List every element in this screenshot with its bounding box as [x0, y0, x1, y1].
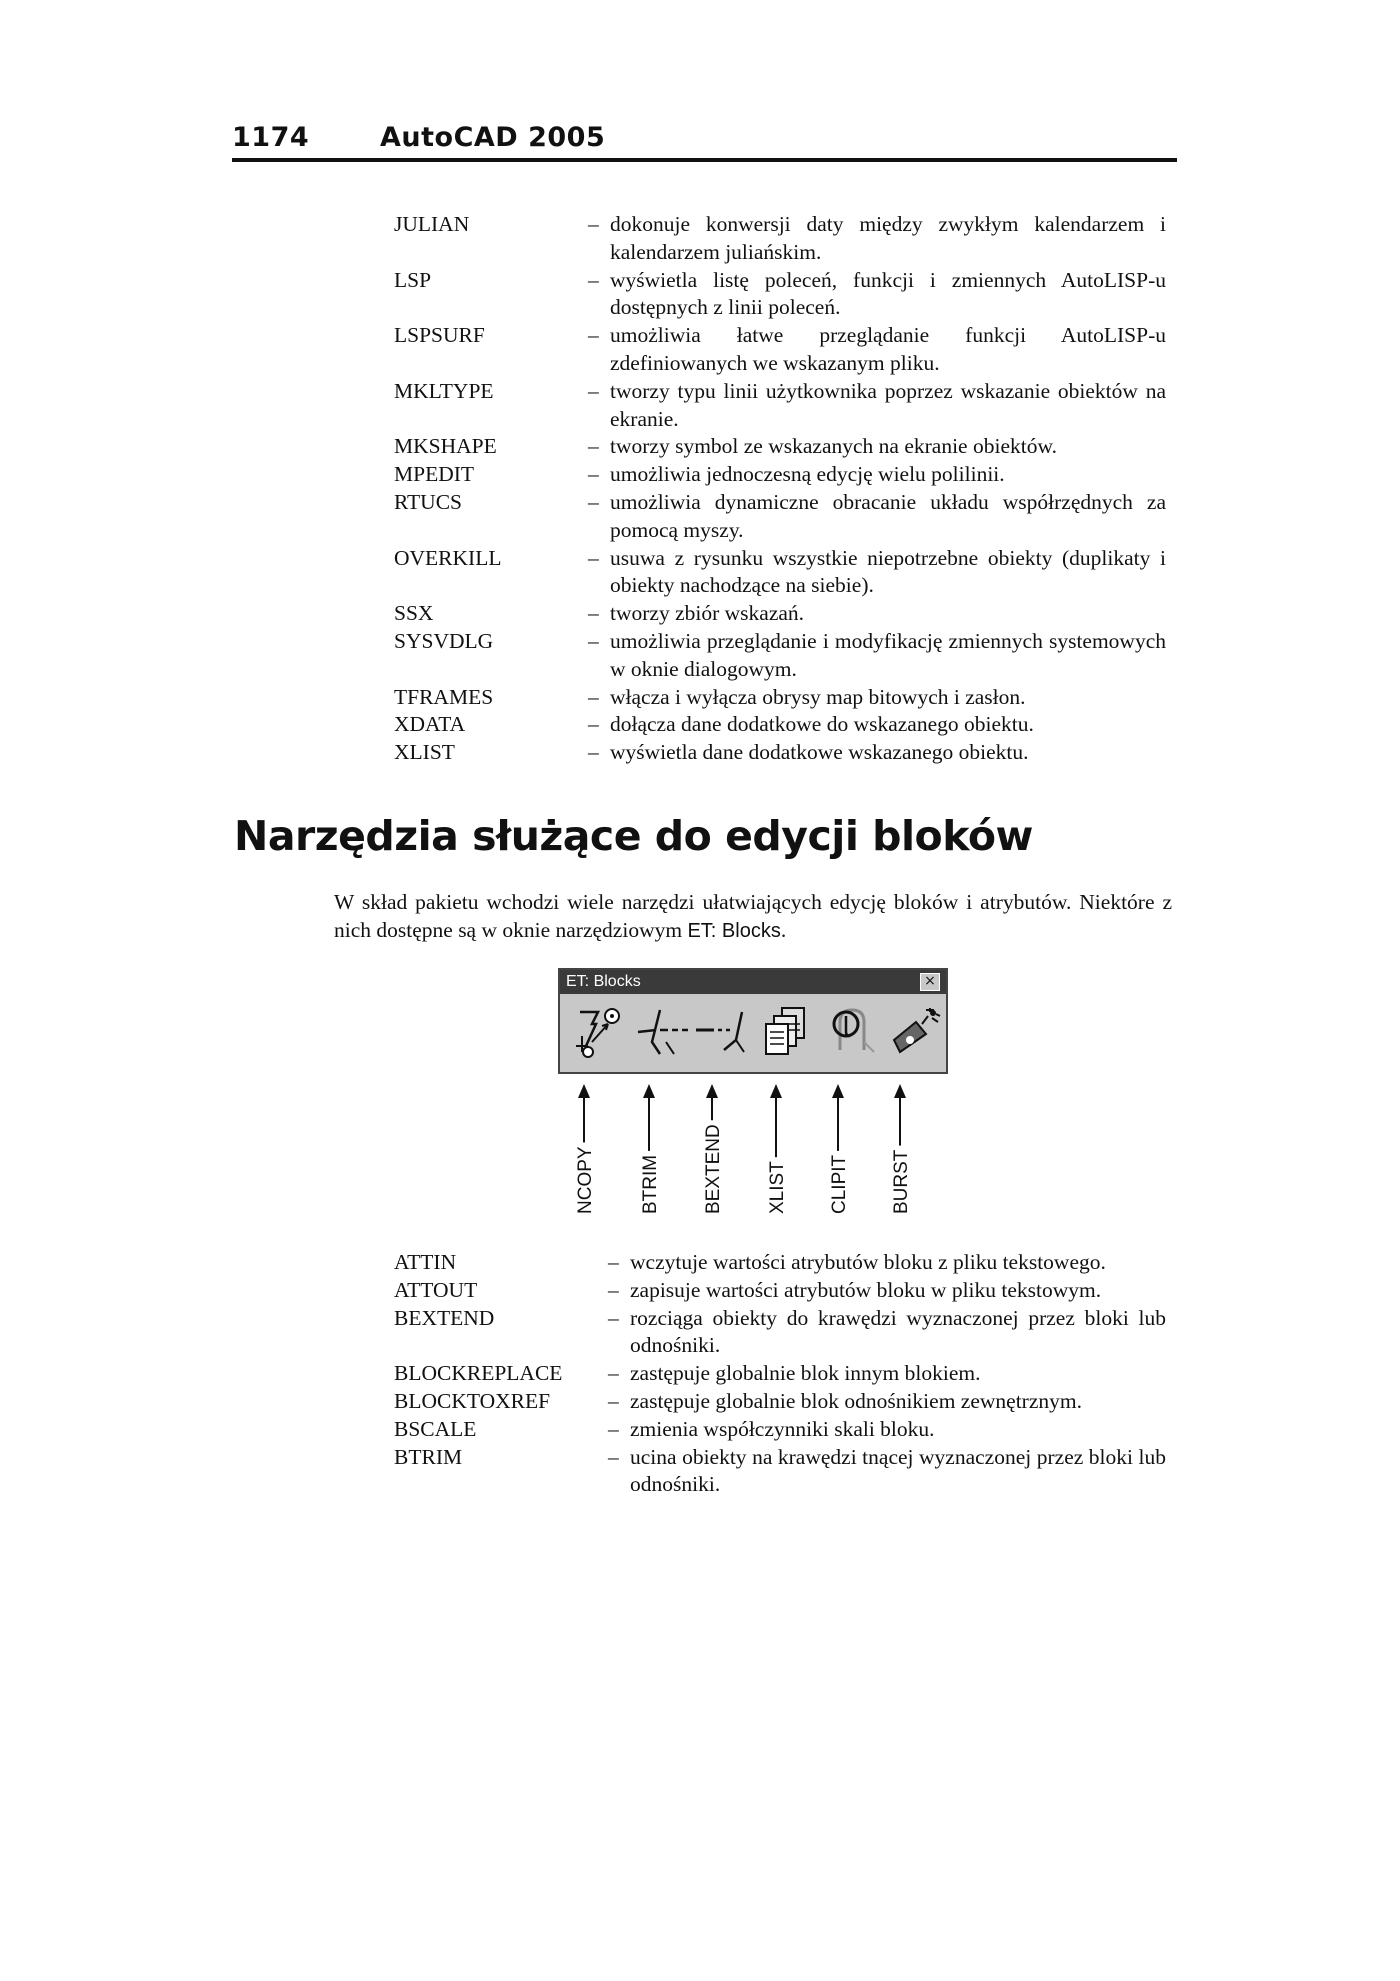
- command-description: wyświetla dane dodatkowe wskazanego obiektu.: [610, 740, 1029, 765]
- list-item: [394, 739, 1166, 767]
- dash: –: [588, 323, 599, 348]
- et-blocks-toolbar-window: [558, 968, 948, 1074]
- command-description: umożliwia łatwe przeglądanie funkcji AutoLISP-u zdefiniowanych we wskazanym pliku.: [610, 323, 1166, 375]
- clipit-icon: [822, 1002, 878, 1060]
- list-item: [394, 1416, 1166, 1444]
- list-item: [394, 378, 1166, 434]
- command-description: dokonuje konwersji daty między zwykłym kalendarzem i kalendarzem juliańskim.: [610, 212, 1166, 264]
- command-description: zastępuje globalnie blok innym blokiem.: [630, 1361, 981, 1386]
- bextend-icon: [694, 1002, 750, 1060]
- list-item: [394, 433, 1166, 461]
- command-term: ATTIN: [394, 1250, 457, 1274]
- command-description: usuwa z rysunku wszystkie niepotrzebne obiekty (duplikaty i obiekty nachodzące na siebie).: [610, 545, 1166, 598]
- command-term: TFRAMES: [394, 684, 494, 709]
- dash: –: [588, 684, 599, 709]
- list-item: [394, 322, 1166, 378]
- xlist-icon: [760, 1002, 816, 1060]
- dash: –: [608, 1277, 619, 1302]
- clipit-button[interactable]: [822, 1002, 878, 1060]
- list-item: [394, 545, 1166, 601]
- command-term: XDATA: [394, 712, 466, 737]
- list-item: [394, 211, 1166, 267]
- book-title: AutoCAD 2005: [380, 122, 606, 153]
- toolbar-button-label: XLIST: [767, 1161, 788, 1214]
- close-icon[interactable]: ×: [920, 973, 940, 991]
- command-term: BTRIM: [394, 1444, 463, 1469]
- toolbar-button-label: BURST: [891, 1149, 912, 1214]
- command-description: ucina obiekty na krawędzi tnącej wyznaczonej przez bloki lub odnośniki.: [630, 1444, 1166, 1497]
- dash: –: [608, 1444, 619, 1469]
- list-item: [394, 1249, 1166, 1277]
- callout-clipit: [829, 1084, 850, 1214]
- dash: –: [588, 545, 599, 570]
- toolbar-button-label: NCOPY: [575, 1146, 596, 1214]
- command-term: MKLTYPE: [394, 378, 494, 403]
- intro-text: W skład pakietu wchodzi wiele narzędzi ułatwiających edycję bloków i atrybutów. Niektóre z nich dostępne są w oknie narzędziowym: [334, 890, 1172, 942]
- command-term: RTUCS: [394, 489, 463, 514]
- list-item: [394, 600, 1166, 628]
- dash: –: [588, 462, 599, 487]
- command-term: JULIAN: [394, 212, 470, 236]
- command-term: BEXTEND: [394, 1305, 495, 1330]
- dash: –: [588, 628, 599, 653]
- burst-button[interactable]: [886, 1002, 942, 1060]
- callout-bextend: [703, 1084, 724, 1214]
- toolbar-name-reference: ET: Blocks: [687, 920, 781, 942]
- arrow-head: [770, 1084, 782, 1098]
- bextend-button[interactable]: [694, 1002, 750, 1060]
- toolbar-button-label: CLIPIT: [829, 1154, 850, 1214]
- list-item: [394, 461, 1166, 489]
- command-description: tworzy typu linii użytkownika poprzez wskazanie obiektów na ekranie.: [610, 378, 1166, 431]
- command-term: ATTOUT: [394, 1277, 478, 1302]
- command-description: zmienia współczynniki skali bloku.: [630, 1416, 935, 1441]
- toolbar-title: ET: Blocks: [566, 973, 641, 990]
- command-term: OVERKILL: [394, 545, 502, 570]
- command-description: umożliwia przeglądanie i modyfikację zmiennych systemowych w oknie dialogowym.: [610, 628, 1166, 681]
- list-item: [394, 711, 1166, 739]
- dash: –: [588, 489, 599, 514]
- list-item: [394, 1360, 1166, 1388]
- dash: –: [608, 1361, 619, 1386]
- arrow-head: [706, 1084, 718, 1098]
- dash: –: [608, 1305, 619, 1330]
- callout-btrim: [640, 1084, 661, 1214]
- command-term: MKSHAPE: [394, 434, 497, 459]
- arrow-head: [578, 1084, 590, 1098]
- command-term: XLIST: [394, 740, 455, 765]
- command-list-top: [394, 211, 1166, 767]
- command-term: SSX: [394, 601, 434, 626]
- command-description: tworzy symbol ze wskazanych na ekranie obiektów.: [610, 434, 1057, 459]
- command-description: dołącza dane dodatkowe do wskazanego obiektu.: [610, 712, 1034, 737]
- burst-icon: [886, 1002, 942, 1060]
- command-description: wyświetla listę poleceń, funkcji i zmiennych AutoLISP-u dostępnych z linii poleceń.: [610, 267, 1166, 320]
- dash: –: [588, 740, 599, 765]
- list-item: [394, 1388, 1166, 1416]
- dash: –: [588, 434, 599, 459]
- page-header: [232, 118, 1177, 162]
- command-term: MPEDIT: [394, 462, 475, 487]
- command-description: zastępuje globalnie blok odnośnikiem zewnętrznym.: [630, 1388, 1082, 1413]
- ncopy-button[interactable]: [572, 1002, 628, 1060]
- list-item: [394, 1277, 1166, 1305]
- callout-xlist: [767, 1084, 788, 1214]
- dash: –: [588, 712, 599, 737]
- command-list-bottom: [394, 1249, 1166, 1499]
- command-term: LSPSURF: [394, 323, 485, 348]
- section-heading: Narzędzia służące do edycji bloków: [234, 812, 1033, 860]
- command-description: wczytuje wartości atrybutów bloku z pliku tekstowego.: [630, 1250, 1106, 1274]
- dash: –: [588, 378, 599, 403]
- command-term: BLOCKTOXREF: [394, 1388, 551, 1413]
- command-description: umożliwia dynamiczne obracanie układu współrzędnych za pomocą myszy.: [610, 489, 1166, 542]
- command-description: tworzy zbiór wskazań.: [610, 601, 805, 626]
- command-term: BLOCKREPLACE: [394, 1361, 563, 1386]
- command-term: LSP: [394, 267, 432, 292]
- list-item: [394, 1444, 1166, 1500]
- command-description: włącza i wyłącza obrysy map bitowych i zasłon.: [610, 684, 1026, 709]
- callout-burst: [891, 1084, 912, 1214]
- list-item: [394, 684, 1166, 712]
- intro-end: .: [780, 918, 787, 942]
- toolbar-callouts: [560, 1080, 940, 1220]
- dash: –: [588, 212, 599, 236]
- toolbar-titlebar[interactable]: [560, 970, 946, 994]
- dash: –: [608, 1388, 619, 1413]
- toolbar-button-label: BTRIM: [640, 1154, 661, 1214]
- callout-ncopy: [575, 1084, 596, 1214]
- command-description: umożliwia jednoczesną edycję wielu polilinii.: [610, 462, 1005, 487]
- intro-paragraph: [334, 888, 1172, 945]
- list-item: [394, 628, 1166, 684]
- arrow-head: [894, 1084, 906, 1098]
- command-description: rozciąga obiekty do krawędzi wyznaczonej przez bloki lub odnośniki.: [630, 1305, 1166, 1358]
- dash: –: [588, 267, 599, 292]
- xlist-button[interactable]: [760, 1002, 816, 1060]
- list-item: [394, 489, 1166, 545]
- list-item: [394, 267, 1166, 323]
- list-item: [394, 1305, 1166, 1361]
- dash: –: [608, 1416, 619, 1441]
- command-term: SYSVDLG: [394, 628, 494, 653]
- command-term: BSCALE: [394, 1416, 477, 1441]
- command-description: zapisuje wartości atrybutów bloku w pliku tekstowym.: [630, 1277, 1102, 1302]
- arrow-head: [832, 1084, 844, 1098]
- ncopy-icon: [572, 1002, 628, 1060]
- btrim-icon: [634, 1002, 690, 1060]
- btrim-button[interactable]: [634, 1002, 690, 1060]
- toolbar-button-label: BEXTEND: [703, 1124, 724, 1214]
- dash: –: [608, 1250, 619, 1274]
- arrow-head: [643, 1084, 655, 1098]
- page-number: 1174: [232, 122, 310, 153]
- toolbar-buttons: [564, 1000, 944, 1068]
- dash: –: [588, 601, 599, 626]
